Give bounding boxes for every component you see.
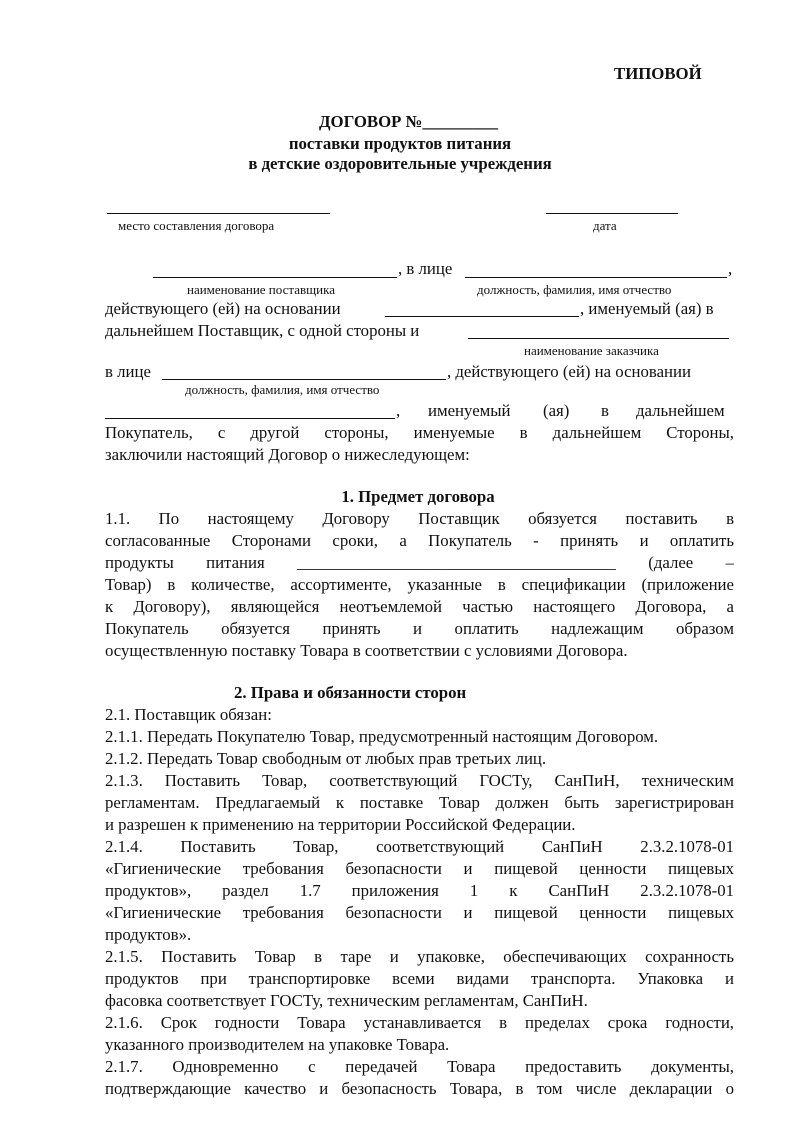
- s1-line: Товар) в количестве, ассортименте, указанные в спецификации (приложение: [105, 575, 734, 594]
- customer-caption: наименование заказчика: [524, 343, 659, 358]
- acting-basis-text-2: , действующего (ей) на основании: [447, 362, 691, 381]
- s2-line: 2.1.1. Передать Покупателю Товар, предусмотренный настоящим Договором.: [105, 727, 659, 746]
- title-text: ДОГОВОР №: [319, 112, 423, 131]
- s2-line: «Гигиенические требования безопасности и пищевой ценности пищевых: [105, 903, 734, 922]
- place-field-line[interactable]: [107, 213, 330, 214]
- named-text: , именуемый (ая) в: [580, 299, 714, 318]
- date-field-line[interactable]: [546, 213, 678, 214]
- customer-name-field[interactable]: [468, 338, 729, 339]
- supplier-party-text: дальнейшем Поставщик, с одной стороны и: [105, 321, 420, 340]
- parties-line-7: заключили настоящий Договор о нижеследующем:: [105, 445, 470, 464]
- s1-line: продукты питания ______________________________________ (далее –: [105, 553, 734, 572]
- document-title: [319, 112, 498, 132]
- supplier-position-field[interactable]: [465, 277, 727, 278]
- s2-line: продуктов при транспортировке всеми видами транспорта. Упаковка и: [105, 969, 734, 988]
- contract-number-blank[interactable]: _________: [422, 112, 498, 131]
- s1-line: 1.1. По настоящему Договору Поставщик обязуется поставить в: [105, 509, 734, 528]
- position-caption-2: должность, фамилия, имя отчество: [185, 382, 380, 397]
- place-caption: место составления договора: [118, 218, 275, 233]
- customer-position-field[interactable]: [162, 379, 446, 380]
- supplier-caption: наименование поставщика: [187, 282, 335, 297]
- supplier-basis-field[interactable]: [385, 316, 579, 317]
- comma-text-2: ,: [396, 401, 401, 420]
- s1-line: согласованные Сторонами сроки, а Покупатель - принять и оплатить: [105, 531, 734, 550]
- s2-line: «Гигиенические требования безопасности и пищевой ценности пищевых: [105, 859, 734, 878]
- s1-line: Покупатель обязуется принять и оплатить надлежащим образом: [105, 619, 734, 638]
- s2-line: 2.1.3. Поставить Товар, соответствующий ГОСТу, СанПиН, техническим: [105, 771, 734, 790]
- named-word-4: дальнейшем: [636, 401, 725, 420]
- parties-line-6: Покупатель, с другой стороны, именуемые в дальнейшем Стороны,: [105, 423, 734, 442]
- s2-line: 2.1.6. Срок годности Товара устанавливается в пределах срока годности,: [105, 1013, 734, 1032]
- supplier-name-field[interactable]: [153, 277, 397, 278]
- position-caption-1: должность, фамилия, имя отчество: [477, 282, 672, 297]
- s2-line: подтверждающие качество и безопасность Товара, в том числе декларации о: [105, 1079, 734, 1098]
- s2-line: фасовка соответствует ГОСТу, техническим регламентам, СанПиН.: [105, 991, 588, 1010]
- s2-line: продуктов», раздел 1.7 приложения 1 к СанПиН 2.3.2.1078-01: [105, 881, 734, 900]
- s2-line: регламентам. Предлагаемый к поставке Товар должен быть зарегистрирован: [105, 793, 734, 812]
- s2-line: 2.1.5. Поставить Товар в таре и упаковке, обеспечивающих сохранность: [105, 947, 734, 966]
- s2-line: указанного производителем на упаковке Товара.: [105, 1035, 450, 1054]
- section-1-heading: 1. Предмет договора: [341, 487, 495, 506]
- s2-line: 2.1.7. Одновременно с передачей Товара предоставить документы,: [105, 1057, 734, 1076]
- s2-line: и разрешен к применению на территории Российской Федерации.: [105, 815, 576, 834]
- s2-line: продуктов».: [105, 925, 192, 944]
- section-2-heading: 2. Права и обязанности сторон: [234, 683, 467, 702]
- s2-line: 2.1.4. Поставить Товар, соответствующий СанПиН 2.3.2.1078-01: [105, 837, 734, 856]
- s1-line: к Договору), являющейся неотъемлемой частью настоящего Договора, а: [105, 597, 734, 616]
- document-subtitle-2: в детские оздоровительные учреждения: [248, 154, 552, 173]
- s1-line: осуществленную поставку Товара в соответствии с условиями Договора.: [105, 641, 628, 660]
- in-person-text-2: в лице: [105, 362, 151, 381]
- named-word-2: (ая): [543, 401, 570, 420]
- s2-line: 2.1.2. Передать Товар свободным от любых прав третьих лиц.: [105, 749, 547, 768]
- in-person-text: , в лице: [398, 259, 453, 278]
- comma-text: ,: [728, 259, 733, 278]
- date-caption: дата: [593, 218, 617, 233]
- document-subtitle-1: поставки продуктов питания: [288, 134, 512, 153]
- typovoy-label: ТИПОВОЙ: [614, 64, 702, 83]
- named-word-3: в: [601, 401, 609, 420]
- named-word-1: именуемый: [428, 401, 511, 420]
- customer-basis-field[interactable]: [105, 418, 395, 419]
- s2-line: 2.1. Поставщик обязан:: [105, 705, 272, 724]
- acting-basis-text: действующего (ей) на основании: [105, 299, 341, 318]
